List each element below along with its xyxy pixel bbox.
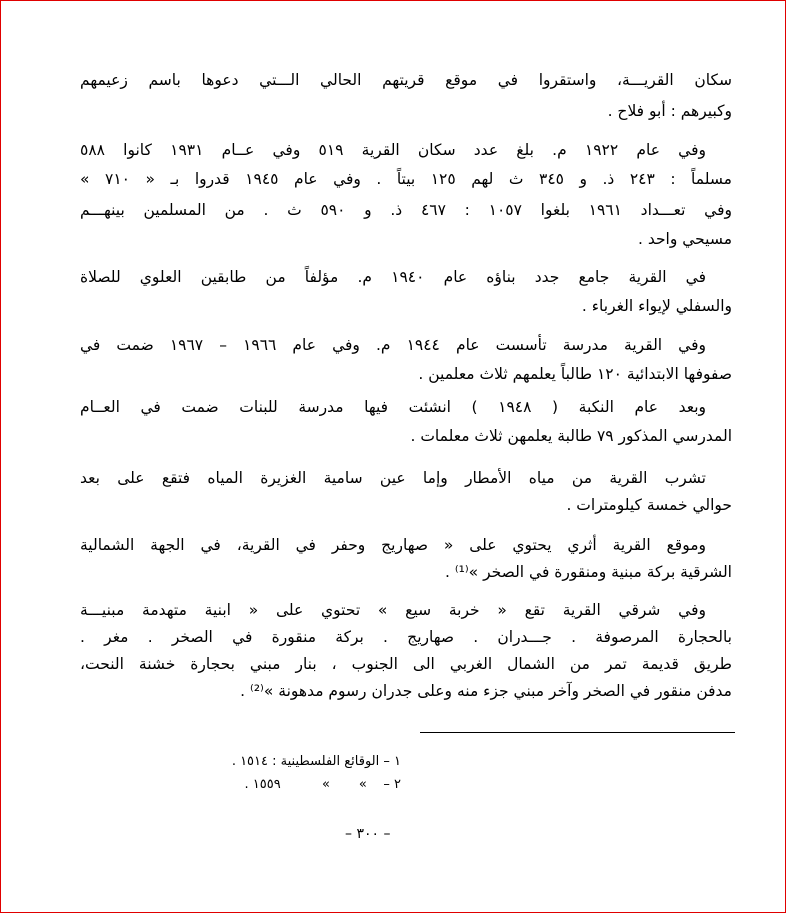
paragraph-line: مسلماً : ٢٤٣ ذ. و ٣٤٥ ث لهم ١٢٥ بيتاً . وفي عام ١٩٤٥ قدروا بـ « ٧١٠ » — [80, 170, 732, 188]
paragraph-line: وفي تعـــداد ١٩٦١ بلغوا ١٠٥٧ : ٤٦٧ ذ. و ٥٩٠ ث . من المسلمين بينهـــم — [80, 201, 732, 219]
paragraph-line: مدفن منقور في الصخر وآخر مبني جزء منه وعلى جدران رسوم مدهونة »⁽²⁾ . — [240, 682, 732, 700]
paragraph-line: مسيحي واحد . — [637, 230, 732, 248]
paragraph-line: وفي عام ١٩٢٢ م. بلغ عدد سكان القرية ٥١٩ وفي عــام ١٩٣١ كانوا ٥٨٨ — [80, 141, 706, 159]
page-number: – ٣٠٠ – — [345, 826, 391, 842]
paragraph-line: وكبيرهم : أبو فلاح . — [607, 102, 732, 120]
paragraph-line: والسفلي لإيواء الغرباء . — [581, 297, 732, 315]
paragraph-line: تشرب القرية من مياه الأمطار وإما عين سامية الغزيرة المياه فتقع على بعد — [80, 469, 706, 487]
paragraph-line: طريق قديمة تمر من الشمال الغربي الى الجنوب ، بنار مبني بحجارة خشنة النحت، — [80, 655, 732, 673]
footnote-1: ١ – الوقائع الفلسطينية : ١٥١٤ . — [231, 754, 401, 769]
paragraph-line: سكان القريـــة، واستقروا في موقع قريتهم الحالي الـــتي دعوها باسم زعيمهم — [80, 71, 732, 89]
paragraph-line: المدرسي المذكور ٧٩ طالبة يعلمهن ثلاث معلمات . — [410, 427, 732, 445]
paragraph-line: بالحجارة المرصوفة . جـــدران . صهاريج . بركة منقورة في الصخر . مغر . — [80, 628, 732, 646]
paragraph-line: وفي شرقي القرية تقع « خربة سيع » تحتوي على « ابنية متهدمة مبنيـــة — [80, 601, 706, 619]
paragraph-line: صفوفها الابتدائية ١٢٠ طالباً يعلمهم ثلاث معلمين . — [418, 365, 732, 383]
paragraph-line: وفي القرية مدرسة تأسست عام ١٩٤٤ م. وفي عام ١٩٦٦ – ١٩٦٧ ضمت في — [80, 336, 706, 354]
paragraph-line: الشرقية بركة مبنية ومنقورة في الصخر »⁽¹⁾ . — [444, 563, 732, 581]
paragraph-line: وبعد عام النكبة ( ١٩٤٨ ) انشئت فيها مدرسة للبنات ضمت في العــام — [80, 398, 706, 416]
paragraph-line: في القرية جامع جدد بناؤه عام ١٩٤٠ م. مؤلفاً من طابقين العلوي للصلاة — [80, 268, 706, 286]
footnote-2: ٢ – » » ١٥٥٩ . — [244, 777, 401, 792]
paragraph-line: حوالي خمسة كيلومترات . — [566, 496, 732, 514]
footnote-divider — [420, 732, 735, 733]
paragraph-line: وموقع القرية أثري يحتوي على « صهاريج وحفر في القرية، في الجهة الشمالية — [80, 536, 706, 554]
